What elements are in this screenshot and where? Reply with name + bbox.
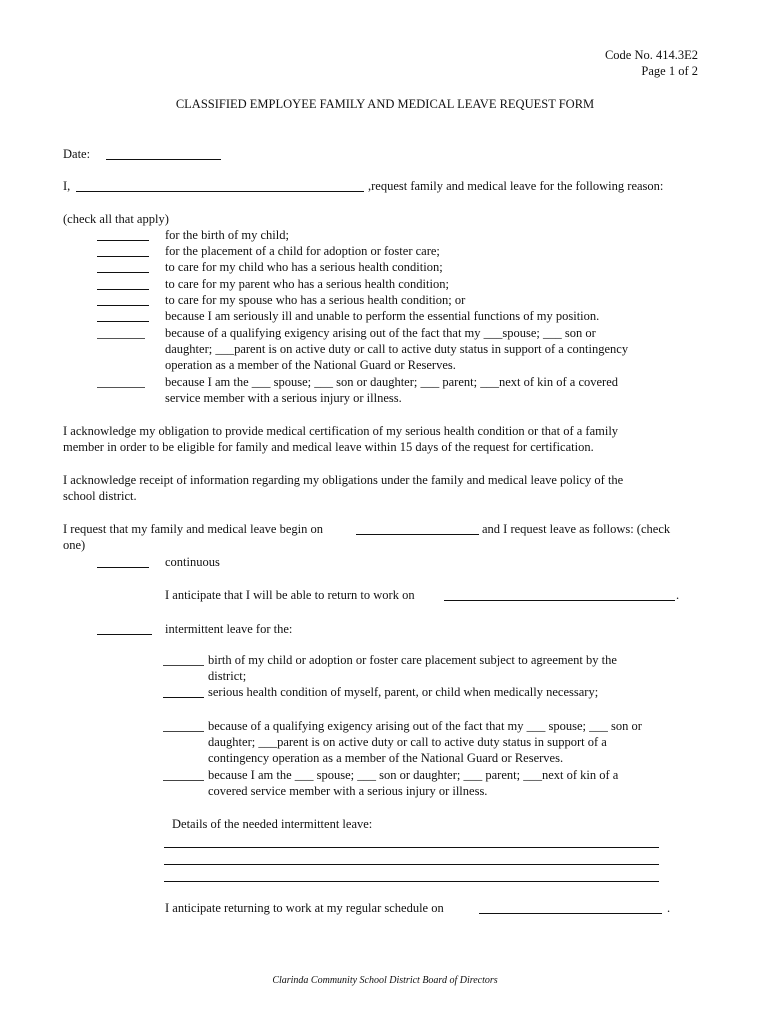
details-line-1[interactable] [164,847,659,848]
details-label: Details of the needed intermittent leave: [172,817,373,831]
reason-checkbox-spouse[interactable] [97,305,149,306]
i-label: I, [63,179,71,193]
form-title: CLASSIFIED EMPLOYEE FAMILY AND MEDICAL LEAVE REQUEST FORM [175,97,595,111]
details-line-3[interactable] [164,881,659,882]
footer-text: Clarinda Community School District Board of Directors [272,975,498,986]
reason-exigency-line2: daughter; ___parent is on active duty or call to active duty status in support of a contingency [165,342,629,356]
check-all-note: (check all that apply) [63,212,169,226]
ack-receipt-line1: I acknowledge receipt of information regarding my obligations under the family and medical leave policy of the [63,473,624,487]
request-statement: ,request family and medical leave for the following reason: [368,179,664,193]
request-one-text: one) [63,538,86,552]
request-as-follows-text: and I request leave as follows: (check [482,522,671,536]
intermittent-exigency-line1: because of a qualifying exigency arising out of the fact that my ___ spouse; ___ son or [208,719,642,733]
date-field[interactable] [106,159,221,160]
intermittent-checkbox-health[interactable] [163,697,204,698]
request-begin-text: I request that my family and medical leave begin on [63,522,323,536]
reason-exigency-line3: operation as a member of the National Guard or Reserves. [165,358,456,372]
code-number: Code No. 414.3E2 [604,48,698,62]
intermittent-exigency-line3: contingency operation as a member of the National Guard or Reserves. [208,751,564,765]
intermittent-checkbox-birth[interactable] [163,665,204,666]
reason-spouse: to care for my spouse who has a serious health condition; or [165,293,466,307]
reason-checkbox-adoption[interactable] [97,256,149,257]
employee-name-field[interactable] [76,191,364,192]
intermittent-health: serious health condition of myself, parent, or child when medically necessary; [208,685,599,699]
regular-schedule-date-field[interactable] [479,913,662,914]
reason-checkbox-self[interactable] [97,321,149,322]
continuous-label: continuous [165,555,220,569]
date-label: Date: [63,147,91,161]
reason-adoption: for the placement of a child for adoption or foster care; [165,244,440,258]
intermittent-birth-line1: birth of my child or adoption or foster care placement subject to agreement by the [208,653,617,667]
ack-certification-line1: I acknowledge my obligation to provide medical certification of my serious health condition or that of a family [63,424,619,438]
reason-exigency-line1: because of a qualifying exigency arising out of the fact that my ___spouse; ___ son or [165,326,596,340]
reason-checkbox-parent[interactable] [97,289,149,290]
anticipate-regular-text: I anticipate returning to work at my regular schedule on [165,901,444,915]
period-mark: . [676,588,680,602]
reason-caregiver-line1: because I am the ___ spouse; ___ son or daughter; ___ parent; ___next of kin of a covered [165,375,618,389]
intermittent-caregiver-line2: covered service member with a serious injury or illness. [208,784,488,798]
intermittent-caregiver-line1: because I am the ___ spouse; ___ son or daughter; ___ parent; ___next of kin of a [208,768,619,782]
intermittent-exigency-line2: daughter; ___parent is on active duty or call to active duty status in support of a [208,735,607,749]
reason-birth: for the birth of my child; [165,228,289,242]
period-mark-2: . [667,901,671,915]
continuous-checkbox[interactable] [97,567,149,568]
reason-checkbox-exigency[interactable] [97,338,145,339]
details-line-2[interactable] [164,864,659,865]
reason-parent: to care for my parent who has a serious health condition; [165,277,449,291]
intermittent-label: intermittent leave for the: [165,622,293,636]
reason-checkbox-child[interactable] [97,272,149,273]
reason-self: because I am seriously ill and unable to perform the essential functions of my position. [165,309,600,323]
reason-checkbox-birth[interactable] [97,240,149,241]
ack-receipt-line2: school district. [63,489,137,503]
reason-checkbox-caregiver[interactable] [97,387,145,388]
page-number: Page 1 of 2 [641,64,698,78]
intermittent-birth-line2: district; [208,669,247,683]
reason-child: to care for my child who has a serious health condition; [165,260,443,274]
intermittent-checkbox[interactable] [97,634,152,635]
ack-certification-line2: member in order to be eligible for family and medical leave within 15 days of the request for certification. [63,440,594,454]
reason-caregiver-line2: service member with a serious injury or illness. [165,391,402,405]
intermittent-checkbox-caregiver[interactable] [163,780,204,781]
return-date-field[interactable] [444,600,675,601]
intermittent-checkbox-exigency[interactable] [163,731,204,732]
anticipate-return-text: I anticipate that I will be able to return to work on [165,588,415,602]
leave-begin-date-field[interactable] [356,534,479,535]
